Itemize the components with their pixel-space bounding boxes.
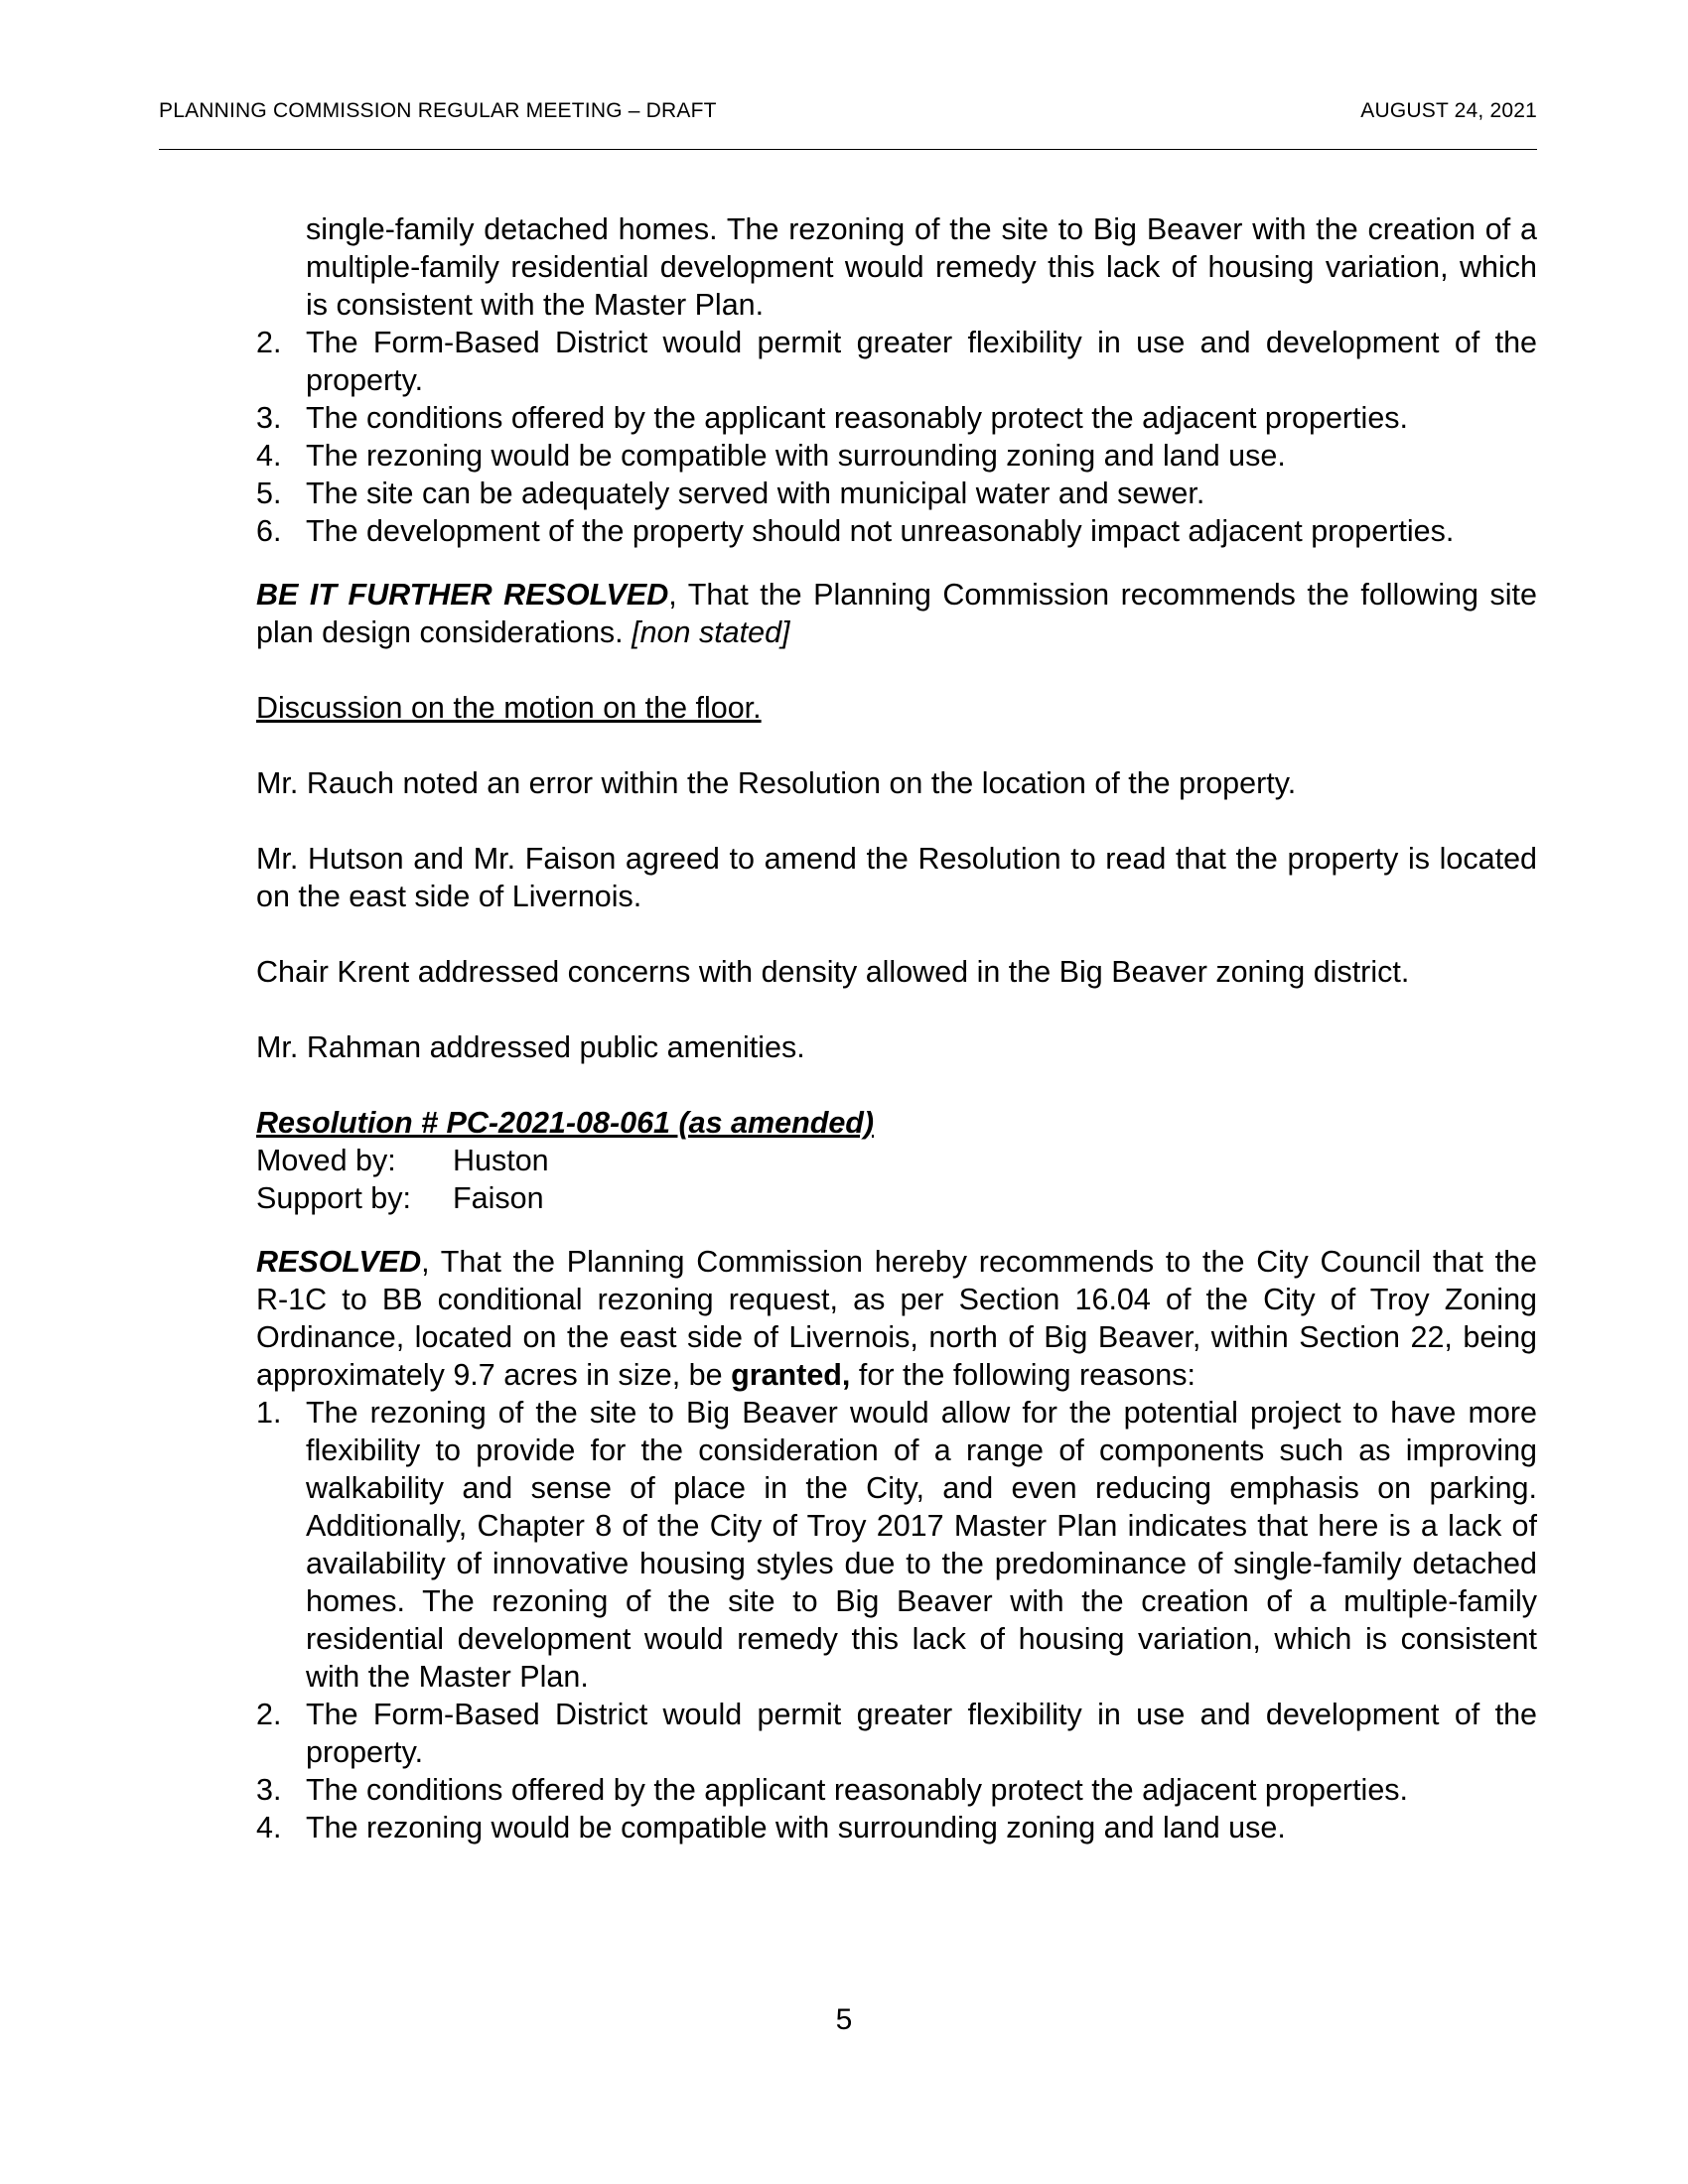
further-resolved-note: [non stated] [632,615,790,649]
resolved-lead: RESOLVED [256,1245,422,1279]
list-item [256,1394,1537,1696]
list-item [256,512,1537,550]
list-item [256,1696,1537,1771]
list-text: The site can be adequately served with municipal water and sewer. [306,477,1205,510]
moved-by-value: Huston [453,1144,549,1177]
rauch-paragraph: Mr. Rauch noted an error within the Resolution on the location of the property. [256,766,1297,800]
list-number: 3. [256,1773,282,1807]
document-body [256,210,1537,1846]
list-text: The rezoning would be compatible with surrounding zoning and land use. [306,1811,1286,1844]
list-number: 6. [256,514,282,548]
list-text: The rezoning of the site to Big Beaver would allow for the potential project to have more flexibility to provide for the consideration of a range of components such as improving walkability and sense of place in the City, and even reducing emphasis on parking. Additionally, Chapter 8 of the City of Troy 2017 Master Plan indicates that here is a lack of availability of innovative housing styles due to the predominance of single-family detached homes. The rezoning of the site to Big Beaver with the creation of a multiple-family residential development would remedy this lack of housing variation, which is consistent with the Master Plan. [306,1396,1537,1694]
list-item [256,475,1537,512]
list-item [256,1771,1537,1809]
support-by-line [256,1179,1537,1217]
list-text: The conditions offered by the applicant reasonably protect the adjacent properties. [306,401,1409,435]
resolved-granted: granted, [731,1358,851,1392]
resolved-paragraph [256,1243,1537,1394]
list-number: 3. [256,401,282,435]
list-number: 5. [256,477,282,510]
resolution-block [256,1104,1537,1217]
moved-by-line [256,1142,1537,1179]
continued-reason-text: single-family detached homes. The rezoning of the site to Big Beaver with the creation of a multiple-family residential development would remedy this lack of housing variation, which is consistent with the Master Plan. [306,212,1537,322]
list-number: 1. [256,1396,282,1430]
list-item [256,324,1537,399]
list-number: 2. [256,1698,282,1731]
resolved-text-before: , That the Planning Commission hereby recommends to the City Council that the R-1C to BB conditional rezoning request, as per Section 16.04 of the City of Troy Zoning Ordinance, located on the east side of Livernois, north of Big Beaver, within Section 22, being approximately 9.7 acres in size, be [256,1245,1537,1392]
list-item [256,437,1537,475]
page-header [159,93,1537,150]
resolution-title: Resolution # PC-2021-08-061 (as amended) [256,1106,875,1140]
second-reasons-list [256,1394,1537,1846]
list-text: The conditions offered by the applicant reasonably protect the adjacent properties. [306,1773,1409,1807]
list-text: The Form-Based District would permit greater flexibility in use and development of the property. [306,326,1537,397]
resolved-text-after: for the following reasons: [850,1358,1196,1392]
list-text: The rezoning would be compatible with surrounding zoning and land use. [306,439,1286,473]
further-resolved-paragraph [256,576,1537,651]
list-number: 4. [256,439,282,473]
list-item [256,1809,1537,1846]
list-text: The development of the property should not unreasonably impact adjacent properties. [306,514,1455,548]
first-reasons-list [256,324,1537,550]
page-number: 5 [835,2003,853,2036]
hutson-paragraph: Mr. Hutson and Mr. Faison agreed to amend the Resolution to read that the property is located on the east side of Livernois. [256,842,1537,913]
support-by-label: Support by: [256,1181,411,1215]
krent-paragraph: Chair Krent addressed concerns with density allowed in the Big Beaver zoning district. [256,955,1410,989]
moved-by-label: Moved by: [256,1144,396,1177]
list-item [256,399,1537,437]
rahman-paragraph: Mr. Rahman addressed public amenities. [256,1030,805,1064]
list-text: The Form-Based District would permit greater flexibility in use and development of the property. [306,1698,1537,1769]
further-resolved-lead: BE IT FURTHER RESOLVED [256,578,669,612]
header-title: PLANNING COMMISSION REGULAR MEETING – DRAFT [159,99,717,122]
list-number: 4. [256,1811,282,1844]
support-by-value: Faison [453,1181,544,1215]
further-resolved-text: , That the Planning Commission recommends the following site plan design considerations. [256,578,1537,649]
list-number: 2. [256,326,282,359]
discussion-heading: Discussion on the motion on the floor. [256,691,762,725]
header-date: AUGUST 24, 2021 [1360,99,1537,122]
